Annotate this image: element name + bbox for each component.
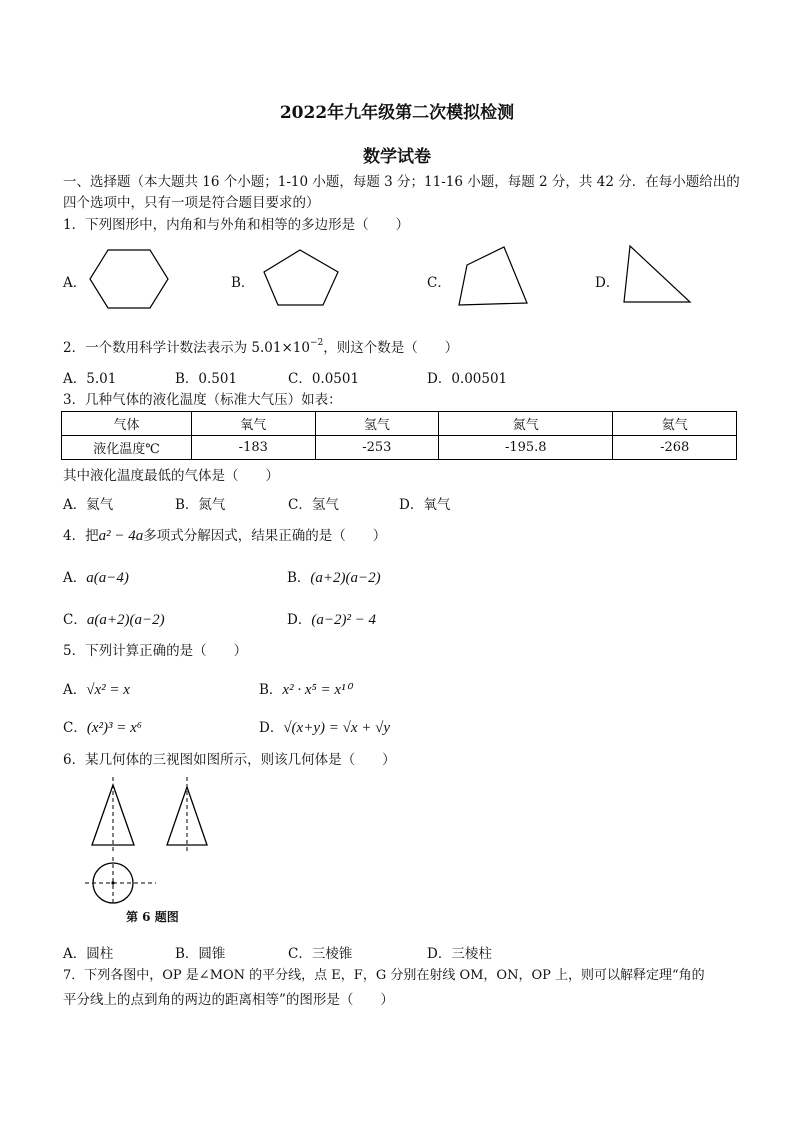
q3-option-c[interactable]: C．氢气 <box>288 497 339 513</box>
page-subtitle: 数学试卷 <box>363 147 431 167</box>
q5-option-d-expr: √(x+y) = √x + √y <box>283 720 391 736</box>
q5-option-a-label: A． <box>63 682 87 698</box>
q4-option-a-label: A． <box>63 570 87 586</box>
q2-stem-exponent: −2 <box>309 338 324 348</box>
q2-option-d[interactable]: D．0.00501 <box>427 371 508 387</box>
table-header-cell: 氦气 <box>613 412 737 436</box>
question-3-stem: 3．几种气体的液化温度（标准大气压）如表： <box>63 392 342 408</box>
question-7-line2: 平分线上的点到角的两边的距离相等”的图形是（ ） <box>63 992 394 1008</box>
three-view-figure <box>80 775 220 905</box>
question-4-stem <box>63 526 386 546</box>
table-row <box>62 436 737 460</box>
question-1-stem: 1．下列图形中，内角和与外角和相等的多边形是（ ） <box>63 217 410 233</box>
q5-option-b-expr: x² · x⁵ = x¹⁰ <box>282 682 352 698</box>
q6-option-d[interactable]: D．三棱柱 <box>427 946 492 962</box>
question-3-follow: 其中液化温度最低的气体是（ ） <box>63 468 279 484</box>
q5-option-d[interactable] <box>259 716 390 737</box>
table-cell: -195.8 <box>439 436 613 460</box>
question-7-line1: 7．下列各图中，OP 是∠MON 的平分线，点 E，F，G 分别在射线 OM，ON，OP 上，则可以解释定理“角的 <box>63 968 705 983</box>
gas-table <box>61 411 737 460</box>
q4-option-c-label: C． <box>63 612 87 628</box>
table-header-cell: 气体 <box>62 412 192 436</box>
q4-option-c-expr: a(a+2)(a−2) <box>86 612 165 628</box>
q4-stem-pre: 4．把 <box>63 528 99 544</box>
q5-option-c-expr: (x²)³ = x⁶ <box>86 720 142 736</box>
q2-option-c[interactable]: C．0.0501 <box>288 371 360 387</box>
table-header-cell: 氢气 <box>315 412 439 436</box>
q6-option-b[interactable]: B．圆锥 <box>175 946 226 962</box>
q4-option-d-label: D． <box>287 612 312 628</box>
q2-option-b[interactable]: B．0.501 <box>175 371 238 387</box>
q1-option-a-label[interactable]: A． <box>63 275 87 291</box>
page-title: 2022年九年级第二次模拟检测 <box>279 103 515 123</box>
table-cell: -183 <box>192 436 316 460</box>
table-header-cell: 氧气 <box>192 412 316 436</box>
q5-option-c-label: C． <box>63 720 87 736</box>
q3-option-d[interactable]: D．氧气 <box>399 497 451 513</box>
q6-option-a[interactable]: A．圆柱 <box>63 946 114 962</box>
q2-option-a[interactable]: A．5.01 <box>63 371 117 387</box>
table-header-cell: 氮气 <box>439 412 613 436</box>
q3-option-a[interactable]: A．氦气 <box>63 497 114 513</box>
q1-option-b-label[interactable]: B． <box>231 275 255 291</box>
q5-option-b[interactable] <box>259 678 352 699</box>
figure-6-caption: 第 6 题图 <box>126 910 179 924</box>
triangle-icon <box>622 244 694 304</box>
q4-option-a-expr: a(a−4) <box>86 570 129 586</box>
q4-expression: a² − 4a <box>98 528 144 544</box>
table-header-row <box>62 412 737 436</box>
hexagon-icon <box>88 248 170 312</box>
q4-option-d-expr: (a−2)² − 4 <box>311 612 377 628</box>
q4-option-b-label: B． <box>287 570 311 586</box>
q4-option-a[interactable] <box>63 566 129 587</box>
question-5-stem: 5．下列计算正确的是（ ） <box>63 643 248 659</box>
q5-option-c[interactable] <box>63 716 142 737</box>
q4-option-b[interactable] <box>287 566 381 587</box>
q4-option-b-expr: (a+2)(a−2) <box>310 570 381 586</box>
q4-option-c[interactable] <box>63 608 165 629</box>
q5-option-d-label: D． <box>259 720 284 736</box>
section-intro-line2: 四个选项中，只有一项是符合题目要求的） <box>63 195 320 211</box>
q1-option-c-label[interactable]: C． <box>427 275 451 291</box>
q3-option-b[interactable]: B．氮气 <box>175 497 226 513</box>
table-cell: -253 <box>315 436 439 460</box>
q5-option-b-label: B． <box>259 682 283 698</box>
q2-stem-pre: 2．一个数用科学计数法表示为 5.01×10 <box>63 340 310 356</box>
q4-option-d[interactable] <box>287 608 376 629</box>
question-6-stem: 6．某几何体的三视图如图所示，则该几何体是（ ） <box>63 752 396 768</box>
pentagon-icon <box>262 248 340 308</box>
table-row-label: 液化温度℃ <box>62 436 192 460</box>
q5-option-a[interactable] <box>63 678 130 699</box>
q6-option-c[interactable]: C．三棱锥 <box>288 946 353 962</box>
question-2-stem <box>63 333 458 358</box>
quadrilateral-icon <box>457 245 529 307</box>
q2-stem-post: ，则这个数是（ ） <box>323 340 459 356</box>
q1-option-d-label[interactable]: D． <box>595 275 620 291</box>
q4-stem-post: 多项式分解因式，结果正确的是（ ） <box>143 528 387 544</box>
table-cell: -268 <box>613 436 737 460</box>
section-intro-line1: 一、选择题（本大题共 16 个小题；1-10 小题，每题 3 分；11-16 小题，每题 2 分，共 42 分．在每小题给出的 <box>63 174 740 190</box>
q5-option-a-expr: √x² = x <box>86 682 130 698</box>
